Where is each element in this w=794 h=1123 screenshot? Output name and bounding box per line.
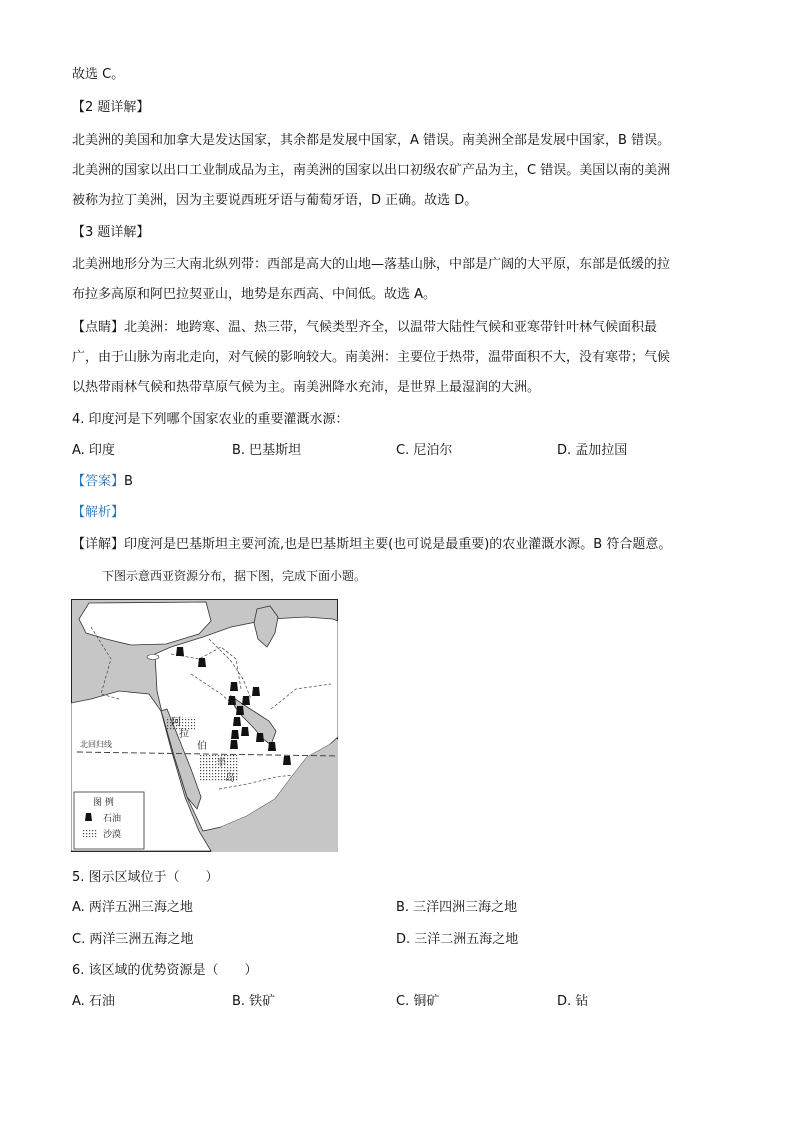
- option-b: B. 铁矿: [232, 994, 276, 1009]
- arabia-label-char: 阿: [171, 717, 181, 728]
- answer-tag: 【答案】: [72, 474, 125, 489]
- answer-value: B: [124, 474, 133, 489]
- text-line: 以热带雨林气候和热带草原气候为主。南美洲降水充沛，是世界上最湿润的大洲。: [72, 380, 541, 395]
- oil-icon: [236, 706, 244, 715]
- question-4-options: [72, 441, 722, 461]
- option-b: B. 三洋四洲三海之地: [396, 900, 518, 915]
- legend-desert-label: 沙漠: [103, 830, 122, 840]
- question-5: 5. 图示区域位于（ ）: [72, 870, 219, 885]
- text-line: 被称为拉丁美洲，因为主要说西班牙语与葡萄牙语，D 正确。故选 D。: [72, 193, 478, 208]
- analysis-tag: 【解析】: [72, 505, 125, 520]
- arabia-label-char: 伯: [197, 741, 207, 752]
- figure-caption: 下图示意西亚资源分布，据下图，完成下面小题。: [102, 569, 367, 583]
- legend-title: 图 例: [93, 798, 114, 808]
- option-d: D. 三洋二洲五海之地: [396, 932, 519, 947]
- option-d: D. 钻: [557, 994, 589, 1009]
- oil-icon: [283, 756, 291, 765]
- section-heading: 【3 题详解】: [72, 225, 150, 240]
- question-4: 4. 印度河是下列哪个国家农业的重要灌溉水源：: [72, 412, 349, 427]
- option-a: A. 两洋五洲三海之地: [72, 900, 193, 915]
- text-line: 北美洲的美国和加拿大是发达国家，其余都是发展中国家，A 错误。南美洲全部是发展中国家，B 错误。: [72, 133, 671, 148]
- text-line: 广，由于山脉为南北走向，对气候的影响较大。南美洲：主要位于热带，温带面积不大，没有寒带；气候: [72, 350, 671, 365]
- oil-icon: [241, 727, 249, 736]
- oil-icon: [230, 740, 238, 749]
- oil-icon: [231, 730, 239, 739]
- section-heading: 【2 题详解】: [72, 100, 150, 115]
- text-line: 北美洲地形分为三大南北纵列带：西部是高大的山地—落基山脉，中部是广阔的大平原，东部是低缓的拉: [72, 257, 671, 272]
- legend-desert-icon: [83, 829, 97, 837]
- text-line: 【详解】印度河是巴基斯坦主要河流,也是巴基斯坦主要(也可说是最重要)的农业灌溉水源。B 符合题意。: [72, 537, 672, 552]
- oil-icon: [198, 658, 206, 667]
- oil-icon: [233, 717, 241, 726]
- legend-oil-label: 石油: [103, 814, 122, 824]
- west-asia-resource-map: [71, 599, 338, 852]
- oil-icon: [230, 682, 238, 691]
- option-a: A. 石油: [72, 994, 115, 1009]
- option-c: C. 两洋三洲五海之地: [72, 932, 194, 947]
- arabia-label-char: 半: [216, 758, 226, 769]
- text-line: 北美洲的国家以出口工业制成品为主，南美洲的国家以出口初级农矿产品为主，C 错误。美国以南的美洲: [72, 163, 671, 178]
- map-legend: [74, 792, 144, 849]
- oil-icon: [228, 696, 236, 705]
- arabia-label-char: 岛: [225, 773, 235, 784]
- option-c: C. 尼泊尔: [396, 443, 453, 458]
- question-6-options: [72, 992, 722, 1012]
- arabia-label-char: 拉: [179, 729, 189, 740]
- option-d: D. 孟加拉国: [557, 443, 628, 458]
- text-line: 布拉多高原和阿巴拉契亚山，地势是东西高、中间低。故选 A。: [72, 287, 437, 302]
- text-line: 故选 C。: [72, 67, 125, 82]
- option-c: C. 铜矿: [396, 994, 440, 1009]
- oil-icon: [176, 647, 184, 656]
- oil-icon: [268, 742, 276, 751]
- tropic-label: 北回归线: [80, 740, 112, 749]
- oil-icon: [242, 696, 250, 705]
- question-6: 6. 该区域的优势资源是（ ）: [72, 963, 258, 978]
- legend-oil-icon: [85, 813, 92, 821]
- oil-icon: [256, 733, 264, 742]
- cyprus: [147, 655, 159, 660]
- option-b: B. 巴基斯坦: [232, 443, 302, 458]
- answer-line: [72, 472, 722, 492]
- question-5-options-row2: [72, 930, 722, 950]
- text-line: 【点睛】北美洲：地跨寒、温、热三带，气候类型齐全，以温带大陆性气候和亚寒带针叶林气候面积最: [72, 320, 658, 335]
- question-5-options-row1: [72, 898, 722, 918]
- oil-icon: [252, 687, 260, 696]
- option-a: A. 印度: [72, 443, 115, 458]
